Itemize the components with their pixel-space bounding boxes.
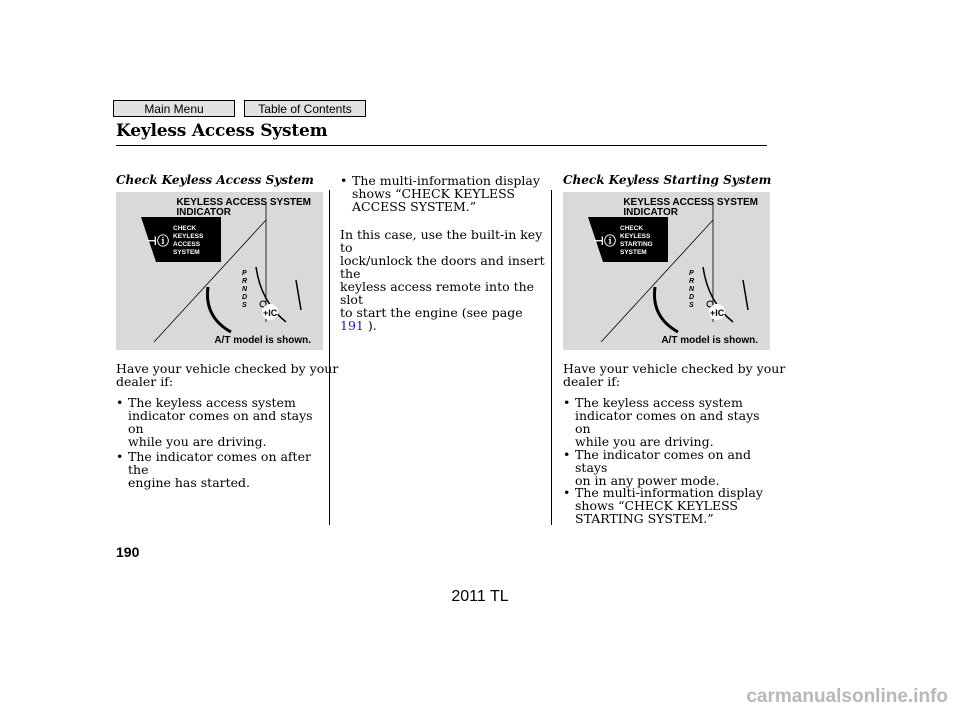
bullet-text: The indicator comes on and stays on in any power mode. xyxy=(575,447,751,488)
keyless-indicator-icon: ⊣ⓘ xyxy=(593,234,616,248)
figure-keyless-access-indicator xyxy=(116,192,323,350)
bullet-text: The keyless access system indicator comes on and stays on while you are driving. xyxy=(128,395,313,449)
bullet-dot: • xyxy=(116,449,124,464)
figure-caption: A/T model is shown. xyxy=(661,335,758,346)
gear-letters: P R N D S xyxy=(242,270,248,309)
bullet-text: The indicator comes on after the engine has started. xyxy=(128,449,311,490)
footer-model: 2011 TL xyxy=(451,588,509,605)
column-divider-right xyxy=(551,190,552,525)
page-number: 190 xyxy=(116,544,140,560)
column-divider-left xyxy=(329,190,330,525)
bullet-text: The keyless access system indicator comes on and stays on while you are driving. xyxy=(575,395,760,449)
watermark: carmanualsonline.info xyxy=(746,686,948,707)
section-title-check-keyless-starting: Check Keyless Starting System xyxy=(563,173,772,187)
right-bullet-1 xyxy=(563,396,773,448)
bullet-dot: • xyxy=(563,485,571,500)
gear-letters: P R N D S xyxy=(689,270,695,309)
figure-keyless-starting-indicator xyxy=(563,192,770,350)
svg-text:+IC: +IC xyxy=(263,308,278,318)
bullet-dot: • xyxy=(563,395,571,410)
left-bullet-2 xyxy=(116,450,326,489)
bullet-dot: • xyxy=(116,395,124,410)
bullet-text: The multi-information display shows “CHECK KEYLESS ACCESS SYSTEM.” xyxy=(352,173,540,214)
indicator-label: CHECK KEYLESS STARTING SYSTEM xyxy=(620,225,653,256)
indicator-label: CHECK KEYLESS ACCESS SYSTEM xyxy=(173,225,204,256)
keyless-indicator-icon: ⊣ⓘ xyxy=(146,234,169,248)
middle-paragraph-end: ). xyxy=(363,318,377,333)
main-menu-button[interactable]: Main Menu xyxy=(113,100,235,117)
bullet-dot: • xyxy=(563,447,571,462)
header-rule xyxy=(116,145,767,146)
middle-paragraph-text: In this case, use the built-in key to lock/unlock the doors and insert the keyless access remote into the slot to start the engine (see page xyxy=(340,227,545,320)
figure-callout: KEYLESS ACCESS SYSTEM INDICATOR xyxy=(176,197,311,218)
middle-bullet xyxy=(340,174,545,213)
svg-text:+IC: +IC xyxy=(710,308,725,318)
left-bullet-1 xyxy=(116,396,326,448)
figure-callout: KEYLESS ACCESS SYSTEM INDICATOR xyxy=(623,197,758,218)
right-bullet-2 xyxy=(563,448,773,487)
page-reference-link[interactable]: 191 xyxy=(340,318,364,333)
page-title: Keyless Access System xyxy=(116,121,328,141)
right-bullet-3 xyxy=(563,486,773,525)
left-intro: Have your vehicle checked by your dealer if: xyxy=(116,361,339,389)
section-title-check-keyless-access: Check Keyless Access System xyxy=(116,173,314,187)
figure-caption: A/T model is shown. xyxy=(214,335,311,346)
bullet-text: The multi-information display shows “CHECK KEYLESS STARTING SYSTEM.” xyxy=(575,485,763,526)
middle-paragraph xyxy=(340,228,550,332)
bullet-dot: • xyxy=(340,173,348,188)
right-intro: Have your vehicle checked by your dealer if: xyxy=(563,361,786,389)
table-of-contents-button[interactable]: Table of Contents xyxy=(244,100,366,117)
